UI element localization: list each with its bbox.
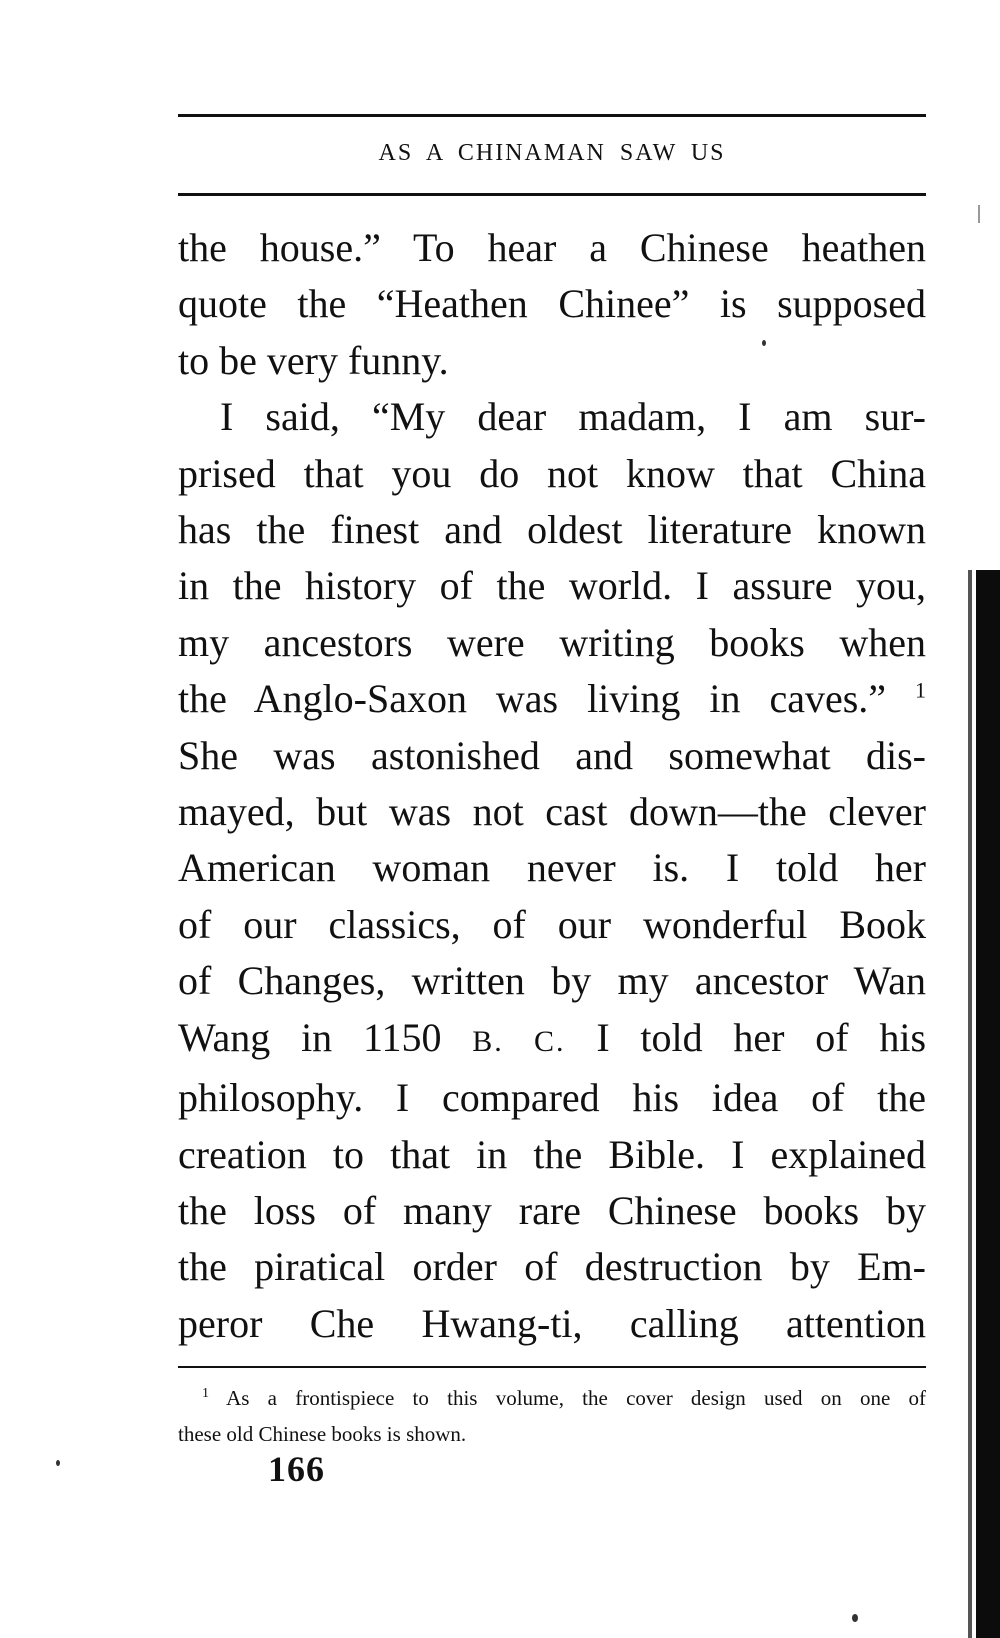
text-line: peror Che Hwang-ti, calling attention (178, 1300, 926, 1346)
text-line: American woman never is. I told her (178, 845, 926, 891)
text-line: the loss of many rare Chinese books by (178, 1187, 926, 1233)
text-line: of our classics, of our wonderful Book (178, 901, 926, 947)
paragraph-start-line: I said, “My dear madam, I am sur- (220, 394, 926, 440)
line-text: Wang in 1150 (178, 1014, 442, 1060)
text-line: quote the “Heathen Chinee” is supposed (178, 281, 926, 327)
footnote-text: As a frontispiece to this volume, the cover design used on one of (226, 1386, 926, 1410)
footnote-line: these old Chinese books is shown. (178, 1422, 467, 1446)
footnote-rule (178, 1366, 926, 1368)
text-line: philosophy. I compared his idea of the (178, 1075, 926, 1121)
footnote (178, 1380, 926, 1452)
era-abbreviation: B. C. (472, 1024, 566, 1058)
ink-speck (852, 1614, 858, 1622)
text-line: my ancestors were writing books when (178, 619, 926, 665)
ink-speck (762, 340, 766, 346)
footnote-line (178, 1380, 926, 1416)
text-line: mayed, but was not cast down—the clever (178, 789, 926, 835)
page-edge-binding (976, 570, 1000, 1638)
text-line: of Changes, written by my ancestor Wan (178, 958, 926, 1004)
header-top-rule (178, 114, 926, 117)
ink-speck (978, 205, 980, 223)
header-bottom-rule (178, 193, 926, 196)
text-line: She was astonished and somewhat dis- (178, 732, 926, 778)
ink-speck (56, 1460, 60, 1466)
text-line: prised that you do not know that China (178, 450, 926, 496)
text-line-with-era (178, 1010, 926, 1070)
line-text: I told her of his (596, 1014, 927, 1060)
body-text (178, 220, 926, 1352)
text-line-with-note (178, 671, 926, 727)
footnote-reference: 1 (915, 677, 926, 703)
text-line: in the history of the world. I assure you, (178, 563, 926, 609)
page-number: 166 (268, 1449, 325, 1489)
line-text: the Anglo-Saxon was living in caves.” (178, 676, 887, 722)
text-line: creation to that in the Bible. I explained (178, 1131, 926, 1177)
text-line: the piratical order of destruction by Em- (178, 1244, 926, 1290)
page-edge-shadow (968, 570, 972, 1638)
running-head: AS A CHINAMAN SAW US (378, 140, 726, 166)
text-line: has the finest and oldest literature known (178, 507, 926, 553)
text-line: to be very funny. (178, 337, 449, 383)
footnote-marker: 1 (202, 1386, 209, 1401)
text-line: the house.” To hear a Chinese heathen (178, 225, 926, 270)
